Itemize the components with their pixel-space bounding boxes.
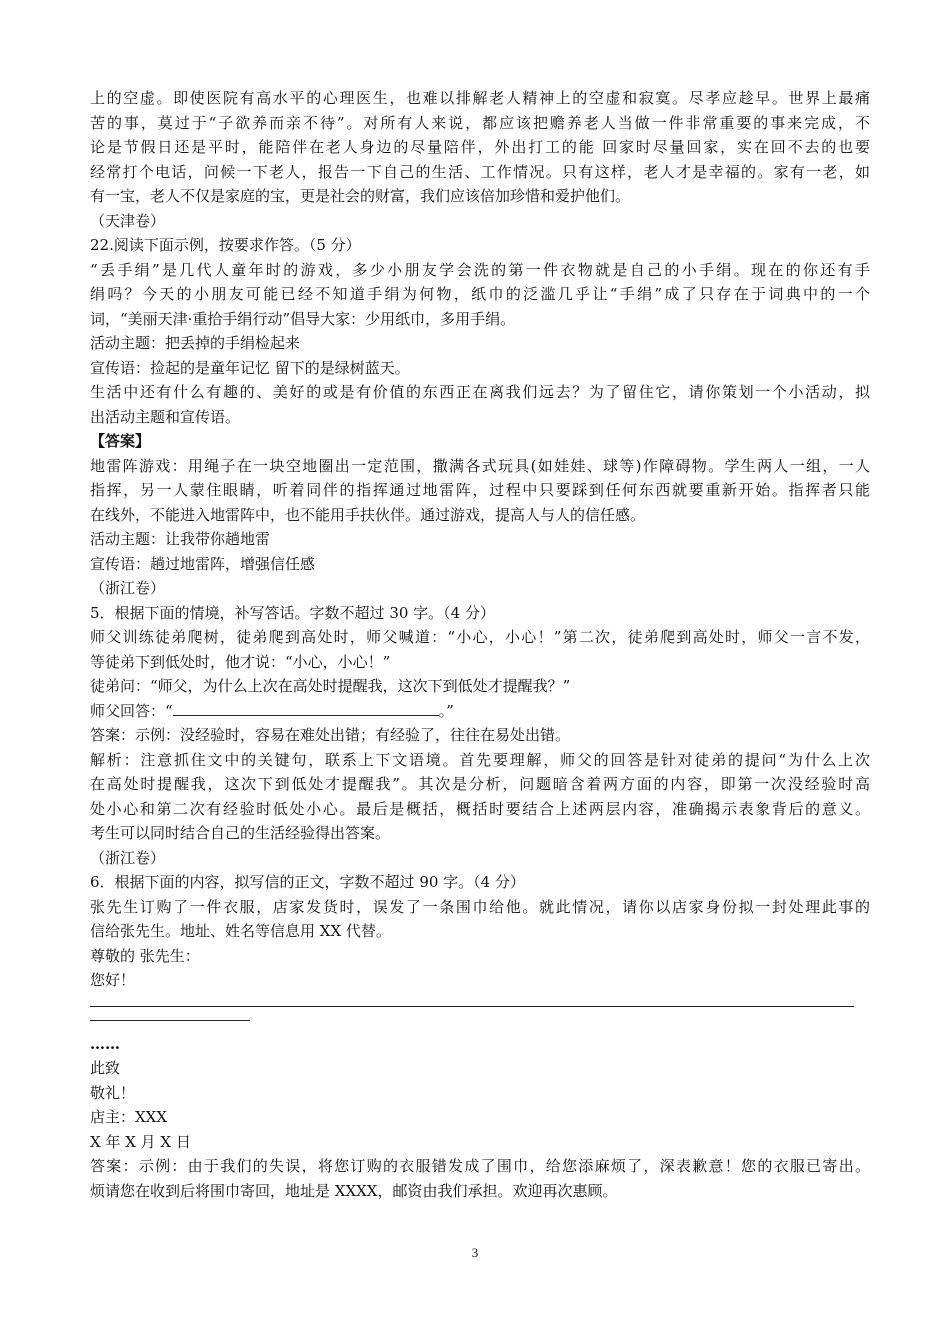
text-line: 徒弟问：“师父，为什么上次在高处时提醒我，这次下到低处才提醒我？” <box>90 677 571 695</box>
text-line: 有一宝，老人不仅是家庭的宝，更是社会的财富，我们应该倍加珍惜和爱护他们。 <box>90 187 631 205</box>
question-heading: 5．根据下面的情境，补写答话。字数不超过 30 字。（4 分） <box>90 603 495 622</box>
text-line: 活动主题：让我带你趟地雷 <box>90 530 271 548</box>
answer-suffix: 。” <box>438 701 454 720</box>
text-line: 宣传语：捡起的是童年记忆 留下的是绿树蓝天。 <box>90 358 410 377</box>
text-line: 烦请您在收到后将围巾寄回，地址是 XXXX，邮资由我们承担。欢迎再次惠顾。 <box>90 1181 618 1200</box>
text-line: 信给张先生。地址、姓名等信息用 XX 代替。 <box>90 922 391 940</box>
fill-blank <box>173 701 439 716</box>
text-line: 出活动主题和宣传语。 <box>90 407 241 426</box>
text-line: 生活中还有什么有趣的、美好的或是有价值的东西正在离我们远去？为了留住它，请你策划一个小活动，拟 <box>90 383 870 401</box>
answer-heading: 【答案】 <box>90 432 151 450</box>
letter-closing: 此致 <box>90 1059 121 1077</box>
text-line: 经常打个电话，问候一下老人，报告一下自己的生活、工作情况。只有这样，老人才是幸福的。家有一老，如 <box>90 162 870 181</box>
question-heading: 22.阅读下面示例，按要求作答。（5 分） <box>90 236 361 254</box>
text-line: 地雷阵游戏：用绳子在一块空地圈出一定范围，撒满各式玩具(如娃娃、球等)作障碍物。学生两人一组，一人 <box>90 456 870 475</box>
source-label: （浙江卷） <box>90 848 166 867</box>
text-line: 答案：示例：没经验时，容易在难处出错；有经验了，往往在易处出错。 <box>90 726 571 744</box>
source-label: （天津卷） <box>90 211 166 230</box>
text-line: 词，“美丽天津·重拾手绢行动”倡导大家：少用纸巾，多用手绢。 <box>90 309 516 328</box>
text-line: “丢手绢”是几代人童年时的游戏，多少小朋友学会洗的第一件衣物就是自己的小手绢。现在的你还有手 <box>90 260 870 279</box>
text-line: 在线外，不能进入地雷阵中，也不能用手扶伙伴。通过游戏，提高人与人的信任感。 <box>90 505 646 524</box>
answer-blank-line <box>90 699 870 724</box>
text-line: 张先生订购了一件衣服，店家发货时，误发了一条围巾给他。就此情况，请你以店家身份拟一封处理此事的 <box>90 897 870 916</box>
document-body <box>90 86 870 1203</box>
writing-line <box>90 1007 250 1021</box>
answer-prefix: 师父回答：“ <box>90 701 173 720</box>
writing-line <box>90 993 854 1007</box>
letter-date: X 年 X 月 X 日 <box>90 1132 191 1151</box>
text-line: 活动主题：把丢掉的手绢检起来 <box>90 334 301 352</box>
letter-salutation: 尊敬的 张先生： <box>90 946 200 965</box>
text-line: 解析：注意抓住文中的关键句，联系上下文语境。首先要理解，师父的回答是针对徒弟的提问“为什么上次 <box>90 750 870 769</box>
ellipsis: …… <box>90 1034 120 1053</box>
text-line: 考生可以同时结合自己的生活经验得出答案。 <box>90 824 391 842</box>
source-label: （浙江卷） <box>90 579 166 597</box>
page-number: 3 <box>471 1245 479 1260</box>
letter-closing: 敬礼！ <box>90 1083 136 1102</box>
letter-signature: 店主：XXX <box>90 1108 168 1126</box>
text-line: 在高处时提醒我，这次下到低处才提醒我”。其次是分析，问题暗含着两方面的内容，即第一次没经验时高 <box>90 775 870 793</box>
text-line: 宣传语：趟过地雷阵，增强信任感 <box>90 554 316 573</box>
question-heading: 6．根据下面的内容，拟写信的正文，字数不超过 90 字。（4 分） <box>90 873 525 891</box>
text-line: 指挥，另一人蒙住眼睛，听着同伴的指挥通过地雷阵，过程中只要踩到任何东西就要重新开始。指挥者只能 <box>90 481 870 499</box>
text-line: 论是节假日还是平时，能陪伴在老人身边的尽量陪伴，外出打工的能 回家时尽量回家，实在回不去的也要 <box>90 138 870 156</box>
text-line: 绢吗？今天的小朋友可能已经不知道手绢为何物，纸巾的泛滥几乎让“手绢”成了只存在于词典中的一个 <box>90 285 870 303</box>
text-line: 等徒弟下到低处时，他才说：“小心，小心！” <box>90 652 391 671</box>
text-line: 师父训练徒弟爬树，徒弟爬到高处时，师父喊道：“小心，小心！”第二次，徒弟爬到高处时，师父一言不发， <box>90 628 870 646</box>
text-line: 处小心和第二次有经验时低处小心。最后是概括，概括时要结合上述两层内容，准确揭示表象背后的意义。 <box>90 799 870 818</box>
letter-greeting: 您好！ <box>90 971 136 989</box>
text-line: 苦的事，莫过于“子欲养而亲不待”。对所有人来说，都应该把赡养老人当做一件非常重要的事来完成，不 <box>90 113 870 132</box>
text-line: 上的空虚。即使医院有高水平的心理医生，也难以排解老人精神上的空虚和寂寞。尽孝应趁早。世界上最痛 <box>90 89 870 107</box>
text-line: 答案：示例：由于我们的失误，将您订购的衣服错发成了围巾，给您添麻烦了，深表歉意！您的衣服已寄出。 <box>90 1157 870 1175</box>
